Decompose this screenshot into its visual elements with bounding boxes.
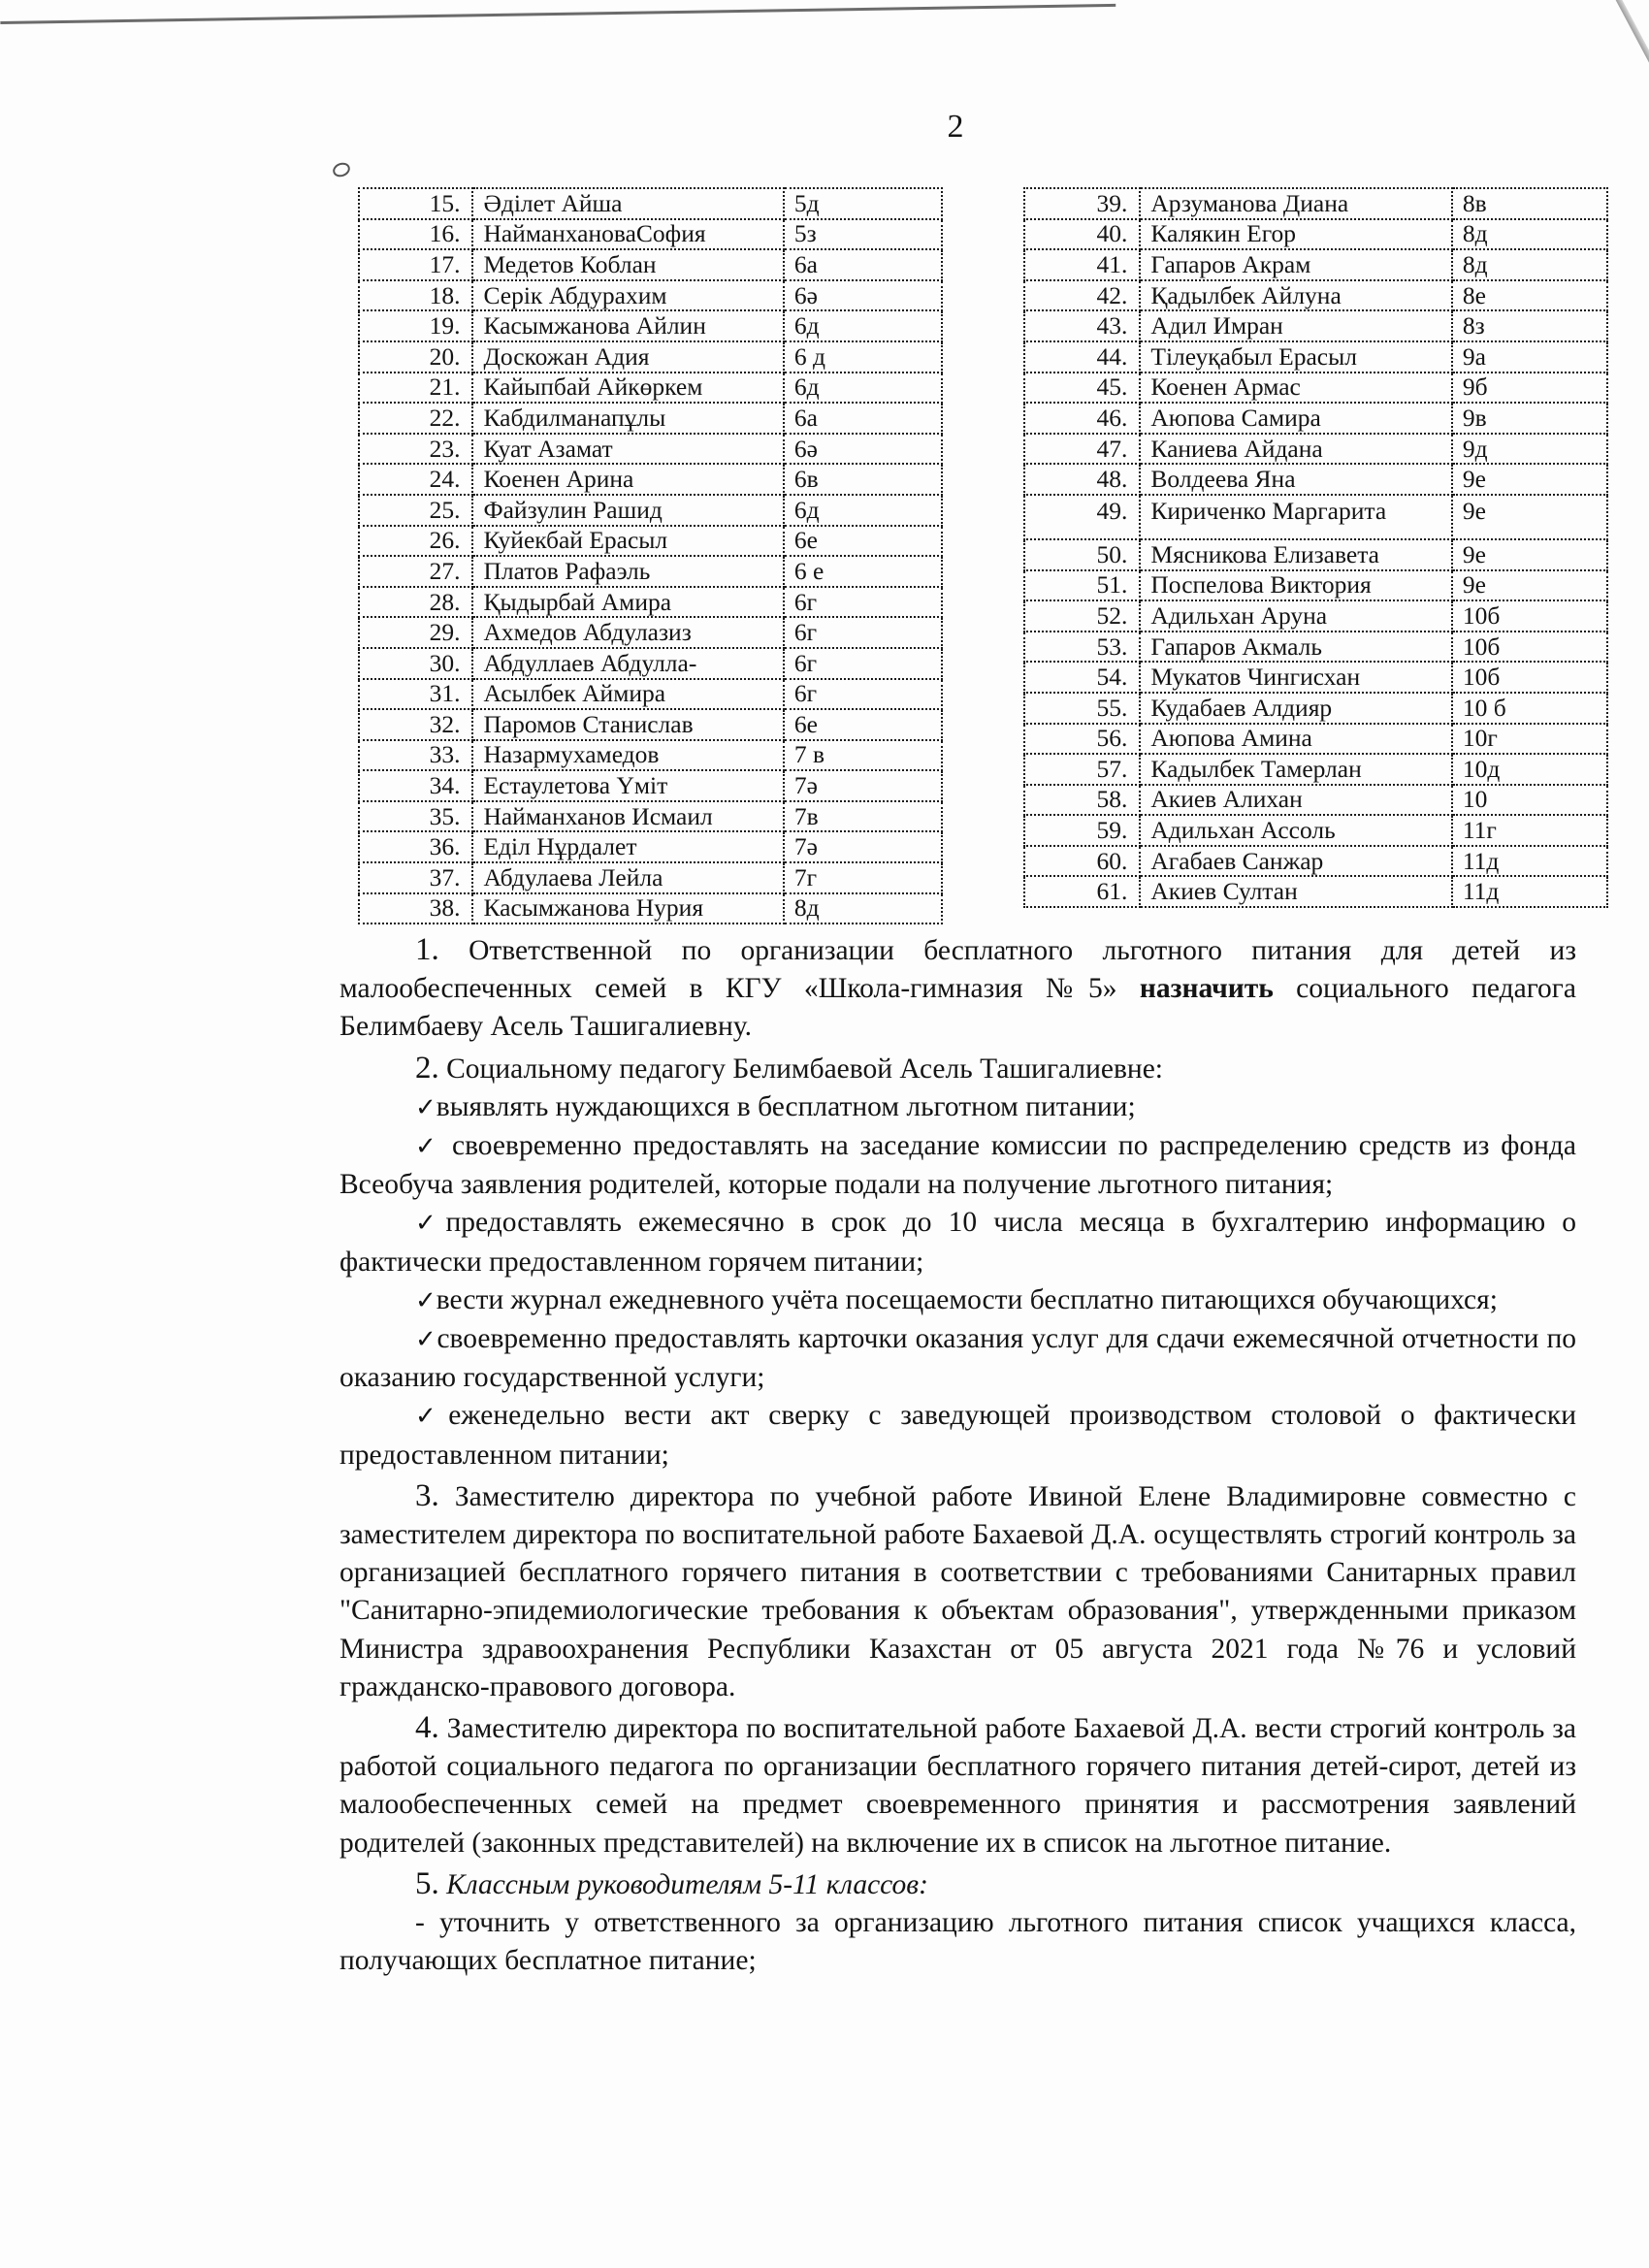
student-name: Аюпова Самира <box>1140 403 1451 434</box>
row-number: 18. <box>359 280 472 311</box>
student-name: Ахмедов Абдулазиз <box>472 617 783 648</box>
student-name: Агабаев Санжар <box>1140 846 1451 877</box>
student-name: Естаулетова Үміт <box>472 770 783 801</box>
class-grade: 9е <box>1452 570 1607 601</box>
row-number: 36. <box>359 831 472 862</box>
table-row <box>1024 693 1607 724</box>
table-row <box>1024 846 1607 877</box>
class-grade: 11д <box>1452 876 1607 907</box>
student-name: Тілеуқабыл Ерасыл <box>1140 341 1451 373</box>
row-number: 37. <box>359 862 472 893</box>
class-grade: 8е <box>1452 280 1607 311</box>
class-grade: 6д <box>784 495 942 526</box>
row-number: 29. <box>359 617 472 648</box>
class-grade: 6а <box>784 249 942 280</box>
row-number: 16. <box>359 219 472 250</box>
row-number: 28. <box>359 587 472 618</box>
class-grade: 6д <box>784 310 942 341</box>
roster-table-left <box>358 187 943 924</box>
row-number: 47. <box>1024 434 1140 465</box>
bullet-item: ✓выявлять нуждающихся в бесплатном льготном питании; <box>415 1090 1136 1122</box>
student-name: Еділ Нұрдалет <box>472 831 783 862</box>
student-name: Коенен Арина <box>472 464 783 495</box>
page-number: 2 <box>947 109 964 145</box>
bullet-item: ✓еженедельно вести акт сверку с заведующей производством столовой о фактически предоставленном питании; <box>340 1400 1576 1471</box>
table-row <box>359 188 942 219</box>
class-grade: 10б <box>1452 632 1607 663</box>
student-name: Калякин Егор <box>1140 219 1451 250</box>
class-grade: 9е <box>1452 495 1607 539</box>
class-grade: 6г <box>784 648 942 679</box>
class-grade: 6г <box>784 679 942 710</box>
dash-item: - уточнить у ответственного за организацию льготного питания список учащихся класса, получающих бесплатное питание; <box>340 1907 1576 1977</box>
student-name: Қыдырбай Амира <box>472 587 783 618</box>
row-number: 45. <box>1024 373 1140 404</box>
row-number: 49. <box>1024 495 1140 539</box>
table-row <box>1024 600 1607 632</box>
row-number: 55. <box>1024 693 1140 724</box>
row-number: 22. <box>359 403 472 434</box>
class-grade: 7ә <box>784 770 942 801</box>
table-row <box>359 862 942 893</box>
table-row <box>359 219 942 250</box>
row-number: 38. <box>359 893 472 924</box>
class-grade: 7ә <box>784 831 942 862</box>
student-name: Адильхан Ассоль <box>1140 815 1451 846</box>
table-row <box>1024 495 1607 539</box>
table-row <box>359 831 942 862</box>
table-row <box>359 341 942 373</box>
class-grade: 8д <box>784 893 942 924</box>
student-name: Платов Рафаэль <box>472 556 783 587</box>
row-number: 31. <box>359 679 472 710</box>
row-number: 50. <box>1024 539 1140 570</box>
checkmark-icon: ✓ <box>415 1285 436 1315</box>
row-number: 21. <box>359 373 472 404</box>
row-number: 39. <box>1024 188 1140 219</box>
bullet-item: ✓вести журнал ежедневного учёта посещаемости бесплатно питающихся обучающихся; <box>415 1283 1498 1315</box>
student-name: Гапаров Акмаль <box>1140 632 1451 663</box>
order-body <box>340 931 1576 1980</box>
table-row <box>1024 373 1607 404</box>
table-row <box>359 617 942 648</box>
student-name: Кадылбек Тамерлан <box>1140 754 1451 785</box>
class-grade: 9б <box>1452 373 1607 404</box>
row-number: 33. <box>359 740 472 771</box>
row-number: 53. <box>1024 632 1140 663</box>
row-number: 20. <box>359 341 472 373</box>
row-number: 61. <box>1024 876 1140 907</box>
table-row <box>359 373 942 404</box>
scan-edge-top <box>0 0 1116 24</box>
table-row <box>359 310 942 341</box>
row-number: 25. <box>359 495 472 526</box>
row-number: 54. <box>1024 662 1140 693</box>
student-name: Доскожан Адия <box>472 341 783 373</box>
row-number: 44. <box>1024 341 1140 373</box>
row-number: 30. <box>359 648 472 679</box>
table-row <box>359 464 942 495</box>
bullet-item: ✓предоставлять ежемесячно в срок до 10 числа месяца в бухгалтерию информацию о фактически предоставленном горячем питании; <box>340 1207 1576 1278</box>
order-item-2: 2. Социальному педагогу Белимбаевой Асель Ташигалиевне: <box>415 1050 1164 1085</box>
item-number: 4. <box>415 1710 439 1746</box>
student-name: Қадылбек Айлуна <box>1140 280 1451 311</box>
class-grade: 10 б <box>1452 693 1607 724</box>
class-grade: 6ә <box>784 280 942 311</box>
order-item-3: 3. Заместителю директора по учебной работе Ивиной Елене Владимировне совместно с заместителем директора по воспитательной работе Бахаевой Д.А. осуществлять строгий контроль за организацией бесплатного горячего питания в соответствии с требованиями Санитарных правил "Санитарно-эпидемиологические требования к объектам образования", утвержденными приказом Министра здравоохранения Республики Казахстан от 05 августа 2021 года №76 и условий гражданско-правового договора. <box>340 1477 1576 1702</box>
row-number: 24. <box>359 464 472 495</box>
student-name: Асылбек Аймира <box>472 679 783 710</box>
item-5-heading: Классным руководителям 5-11 классов: <box>438 1868 928 1900</box>
table-row <box>359 434 942 465</box>
class-grade: 8з <box>1452 310 1607 341</box>
class-grade: 9в <box>1452 403 1607 434</box>
student-name: Касымжанова Айлин <box>472 310 783 341</box>
row-number: 27. <box>359 556 472 587</box>
checkmark-icon: ✓ <box>415 1092 436 1122</box>
class-grade: 9е <box>1452 539 1607 570</box>
class-grade: 6ә <box>784 434 942 465</box>
bullet-item: ✓ своевременно предоставлять на заседание комиссии по распределению средств из фонда Всеобуча заявления родителей, которые подали на получение льготного питания; <box>340 1130 1576 1201</box>
student-name: Серік Абдурахим <box>472 280 783 311</box>
table-row <box>1024 188 1607 219</box>
class-grade: 7г <box>784 862 942 893</box>
student-name: Файзулин Рашид <box>472 495 783 526</box>
order-item-1: 1. Ответственной по организации бесплатного льготного питания для детей из малообеспеченных семей в КГУ «Школа-гимназия №5» назначить социального педагога Белимбаеву Асель Ташигалиевну. <box>340 932 1576 1043</box>
class-grade: 10г <box>1452 724 1607 755</box>
table-row <box>359 556 942 587</box>
table-row <box>359 526 942 557</box>
student-name: Поспелова Виктория <box>1140 570 1451 601</box>
student-name: Арзуманова Диана <box>1140 188 1451 219</box>
row-number: 34. <box>359 770 472 801</box>
table-row <box>359 280 942 311</box>
student-name: Кириченко Маргарита <box>1140 495 1451 539</box>
table-row <box>1024 632 1607 663</box>
student-name: Әділет Айша <box>472 188 783 219</box>
table-row <box>359 679 942 710</box>
student-name: Адил Имран <box>1140 310 1451 341</box>
row-number: 23. <box>359 434 472 465</box>
table-row <box>1024 434 1607 465</box>
item-number: 2. <box>415 1050 439 1085</box>
row-number: 46. <box>1024 403 1140 434</box>
table-row <box>1024 754 1607 785</box>
student-name: Куйекбай Ерасыл <box>472 526 783 557</box>
table-row <box>1024 662 1607 693</box>
student-name: Найманханов Исмаил <box>472 801 783 832</box>
item-number: 5. <box>415 1865 439 1901</box>
bullet-item: ✓своевременно предоставлять карточки оказания услуг для сдачи ежемесячной отчетности по оказанию государственной услуги; <box>340 1323 1576 1394</box>
table-row <box>359 801 942 832</box>
class-grade: 6в <box>784 464 942 495</box>
table-row <box>1024 280 1607 311</box>
student-name: Кабдилманапұлы <box>472 403 783 434</box>
student-name: Коенен Армас <box>1140 373 1451 404</box>
student-name: Куат Азамат <box>472 434 783 465</box>
student-name: Касымжанова Нурия <box>472 893 783 924</box>
table-row <box>1024 815 1607 846</box>
table-row <box>1024 539 1607 570</box>
student-name: Аюпова Амина <box>1140 724 1451 755</box>
student-name: Мукатов Чингисхан <box>1140 662 1451 693</box>
checkmark-icon: ✓ <box>415 1402 449 1432</box>
class-grade: 6 д <box>784 341 942 373</box>
student-name: Волдеева Яна <box>1140 464 1451 495</box>
table-row <box>359 403 942 434</box>
class-grade: 8д <box>1452 219 1607 250</box>
student-name: Абдуллаев Абдулла- <box>472 648 783 679</box>
class-grade: 10 <box>1452 785 1607 816</box>
scan-edge-corner <box>1605 0 1649 92</box>
table-row <box>359 709 942 740</box>
class-grade: 9д <box>1452 434 1607 465</box>
table-row <box>1024 341 1607 373</box>
student-name: Каниева Айдана <box>1140 434 1451 465</box>
table-row <box>359 648 942 679</box>
class-grade: 6 е <box>784 556 942 587</box>
table-row <box>359 893 942 924</box>
student-name: Назармухамедов <box>472 740 783 771</box>
row-number: 52. <box>1024 600 1140 632</box>
row-number: 58. <box>1024 785 1140 816</box>
class-grade: 11г <box>1452 815 1607 846</box>
item-number: 1. <box>415 932 439 967</box>
table-row <box>359 249 942 280</box>
class-grade: 6г <box>784 587 942 618</box>
row-number: 35. <box>359 801 472 832</box>
row-number: 19. <box>359 310 472 341</box>
class-grade: 10б <box>1452 662 1607 693</box>
checkmark-icon: ✓ <box>415 1209 446 1239</box>
class-grade: 5д <box>784 188 942 219</box>
table-row <box>1024 249 1607 280</box>
class-grade: 11д <box>1452 846 1607 877</box>
class-grade: 6а <box>784 403 942 434</box>
row-number: 59. <box>1024 815 1140 846</box>
class-grade: 6е <box>784 709 942 740</box>
table-row <box>359 770 942 801</box>
row-number: 26. <box>359 526 472 557</box>
student-name: Абдулаева Лейла <box>472 862 783 893</box>
row-number: 41. <box>1024 249 1140 280</box>
class-grade: 9а <box>1452 341 1607 373</box>
student-name: Кудабаев Алдияр <box>1140 693 1451 724</box>
table-row <box>1024 724 1607 755</box>
student-name: Паромов Станислав <box>472 709 783 740</box>
class-grade: 7в <box>784 801 942 832</box>
row-number: 60. <box>1024 846 1140 877</box>
checkmark-icon: ✓ <box>415 1132 441 1162</box>
table-row <box>1024 310 1607 341</box>
student-name: Адильхан Аруна <box>1140 600 1451 632</box>
row-number: 43. <box>1024 310 1140 341</box>
class-grade: 9е <box>1452 464 1607 495</box>
table-row <box>359 587 942 618</box>
class-grade: 5з <box>784 219 942 250</box>
student-name: Гапаров Акрам <box>1140 249 1451 280</box>
stray-ink-mark <box>331 160 352 178</box>
student-name: Медетов Коблан <box>472 249 783 280</box>
row-number: 57. <box>1024 754 1140 785</box>
table-row <box>1024 570 1607 601</box>
row-number: 40. <box>1024 219 1140 250</box>
student-name: НайманхановаСофия <box>472 219 783 250</box>
class-grade: 10б <box>1452 600 1607 632</box>
item-number: 3. <box>415 1477 439 1513</box>
class-grade: 6д <box>784 373 942 404</box>
row-number: 32. <box>359 709 472 740</box>
class-grade: 8д <box>1452 249 1607 280</box>
row-number: 42. <box>1024 280 1140 311</box>
table-row <box>1024 876 1607 907</box>
class-grade: 7 в <box>784 740 942 771</box>
table-row <box>1024 785 1607 816</box>
class-grade: 8в <box>1452 188 1607 219</box>
table-row <box>359 740 942 771</box>
row-number: 17. <box>359 249 472 280</box>
row-number: 56. <box>1024 724 1140 755</box>
student-name: Мясникова Елизавета <box>1140 539 1451 570</box>
table-row <box>1024 219 1607 250</box>
order-item-5 <box>340 1865 1576 1904</box>
class-grade: 6г <box>784 617 942 648</box>
student-name: Акиев Султан <box>1140 876 1451 907</box>
table-row <box>1024 403 1607 434</box>
row-number: 15. <box>359 188 472 219</box>
table-row <box>1024 464 1607 495</box>
class-grade: 10д <box>1452 754 1607 785</box>
row-number: 48. <box>1024 464 1140 495</box>
checkmark-icon: ✓ <box>415 1325 437 1355</box>
order-item-4: 4. Заместителю директора по воспитательной работе Бахаевой Д.А. вести строгий контроль за работой социального педагога по организации бесплатного горячего питания детей-сирот, детей из малообеспеченных семей на предмет своевременного принятия и рассмотрения заявлений родителей (законных представителей) на включение их в список на льготное питание. <box>340 1710 1576 1859</box>
table-row <box>359 495 942 526</box>
student-name: Акиев Алихан <box>1140 785 1451 816</box>
emphasis-appoint: назначить <box>1139 973 1274 1005</box>
row-number: 51. <box>1024 570 1140 601</box>
student-name: Кайыпбай Айкөркем <box>472 373 783 404</box>
roster-table-right <box>1023 187 1608 908</box>
class-grade: 6е <box>784 526 942 557</box>
